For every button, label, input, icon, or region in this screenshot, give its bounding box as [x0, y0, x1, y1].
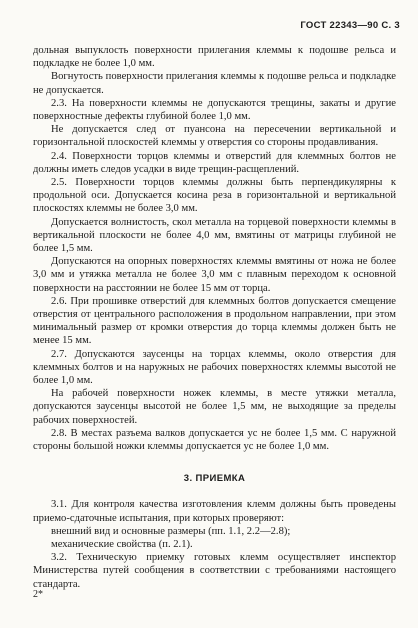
- page-footer-mark: 2*: [33, 589, 43, 600]
- paragraph-2-7: 2.7. Допускаются заусенцы на торцах клеммы, около отверстия для клеммных болтов и на наружных не рабочих поверхностях клеммы высотой не более 1,0 мм.: [33, 348, 396, 387]
- paragraph-2-4: 2.4. Поверхности торцов клеммы и отверстий для клеммных болтов не должны иметь следов усадки в виде трещин-расщеплений.: [33, 150, 396, 175]
- paragraph-2-8: 2.8. В местах разъема валков допускается ус не более 1,5 мм. С наружной стороны большой ножки клеммы допускается ус не более 1,0 мм.: [33, 427, 396, 453]
- paragraph-2-3: 2.3. На поверхности клеммы не допускаются трещины, закаты и другие поверхностные дефекты глубиной более 1,0 мм.: [33, 97, 396, 123]
- paragraph: Вогнутость поверхности прилегания клеммы к подошве рельса и подкладке не допускается.: [33, 71, 396, 96]
- list-item: механические свойства (п. 2.1).: [51, 538, 193, 550]
- paragraph: Допускается волнистость, скол металла на торцевой поверхности клеммы в вертикальной плоскости не более 4,0 мм, вмятины от матрицы глубиной не более 1,5 мм.: [33, 216, 396, 255]
- paragraph-3-2: 3.2. Техническую приемку готовых клемм осуществляет инспектор Министерства путей сообщения в соответствии с требованиями настоящего стандарта.: [33, 552, 396, 590]
- section-title: 3. ПРИЕМКА: [183, 473, 246, 485]
- paragraph-3-1: 3.1. Для контроля качества изготовления клемм должны быть проведены приемо-сдаточные испытания, при которых проверяют:: [33, 499, 396, 524]
- list-item: внешний вид и основные размеры (пп. 1.1, 2.2—2.8);: [51, 525, 291, 537]
- paragraph-2-6: 2.6. При прошивке отверстий для клеммных болтов допускается смещение отверстия от центрального расположения в продольном направлении, при этом минимальный размер от кромки отверстия до торца клеммы должен быть не менее 15 мм.: [33, 295, 396, 347]
- section-3-body: [33, 498, 396, 590]
- page-header: ГОСТ 22343—90 С. 3: [300, 20, 400, 31]
- section-2-body: [33, 44, 396, 453]
- paragraph-2-5: 2.5. Поверхности торцов клеммы должны быть перпендикулярны к продольной оси. Допускается косина реза в горизонтальной и вертикальной плоскостях клеммы не более 3,0 мм.: [33, 177, 396, 215]
- paragraph: На рабочей поверхности ножек клеммы, в месте утяжки металла, допускаются заусенцы высотой не более 1,5 мм, не выходящие за пределы рабочих поверхностей.: [33, 388, 396, 426]
- paragraph: дольная выпуклость поверхности прилегания клеммы к подошве рельса и подкладке не более 1,0 мм.: [33, 45, 396, 70]
- paragraph: Допускаются на опорных поверхностях клеммы вмятины от ножа не более 3,0 мм и утяжка металла не более 3,0 мм с плавным переходом к основной поверхности на расстоянии не более 15 мм от торца.: [33, 256, 396, 294]
- paragraph: Не допускается след от пуансона на пересечении вертикальной и горизонтальной плоскостей клеммы у отверстия со стороны продавливания.: [33, 124, 396, 149]
